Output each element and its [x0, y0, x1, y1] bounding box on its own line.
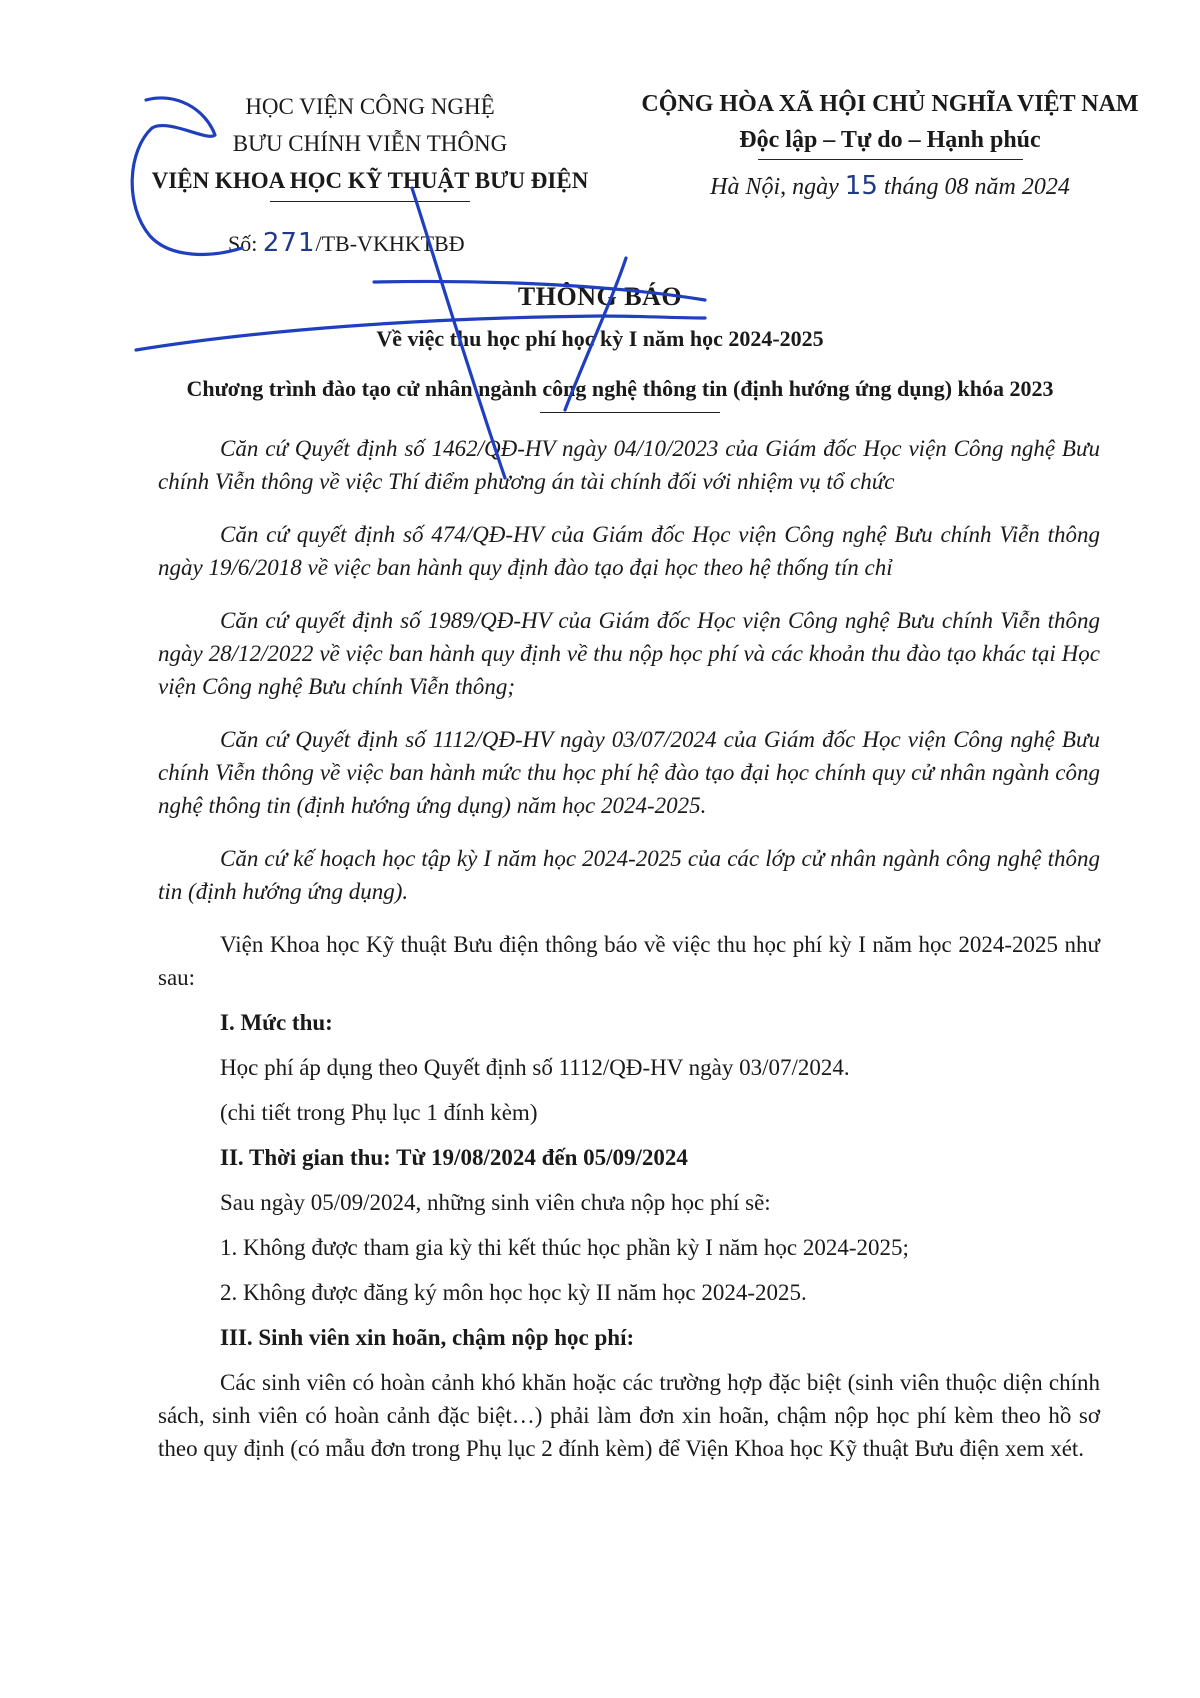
issuer-block [120, 88, 620, 202]
legal-basis-1: Căn cứ Quyết định số 1462/QĐ-HV ngày 04/10/2023 của Giám đốc Học viện Công nghệ Bưu chính Viễn thông về việc Thí điểm phương án tài chính đối với nhiệm vụ tổ chức [158, 436, 1100, 494]
section-2-heading: II. Thời gian thu: Từ 19/08/2024 đến 05/09/2024 [220, 1145, 688, 1170]
section-2-line-2: 1. Không được tham gia kỳ thi kết thúc học phần kỳ I năm học 2024-2025; [220, 1235, 909, 1260]
section-1-line-2: (chi tiết trong Phụ lục 1 đính kèm) [220, 1100, 538, 1125]
document-number [228, 228, 465, 258]
document-body [158, 432, 1100, 1485]
section-2-line-3: 2. Không được đăng ký môn học học kỳ II năm học 2024-2025. [220, 1280, 807, 1305]
national-motto: Độc lập – Tự do – Hạnh phúc [739, 127, 1041, 153]
issuer-underline [270, 201, 470, 202]
issue-date [640, 168, 1140, 205]
motto-underline [758, 159, 1023, 160]
handwritten-day: 15 [844, 171, 878, 201]
section-3-paragraph: Các sinh viên có hoàn cảnh khó khăn hoặc các trường hợp đặc biệt (sinh viên thuộc diện chính sách, sinh viên có hoàn cảnh đặc biệt…) phải làm đơn xin hoãn, chậm nộp học phí kèm theo hồ sơ theo quy định (có mẫu đơn trong Phụ lục 2 đính kèm) để Viện Khoa học Kỹ thuật Bưu điện xem xét. [158, 1370, 1100, 1461]
legal-basis-2: Căn cứ quyết định số 474/QĐ-HV của Giám đốc Học viện Công nghệ Bưu chính Viễn thông ngày 19/6/2018 về việc ban hành quy định đào tạo đại học theo hệ thống tín chỉ [158, 522, 1100, 580]
nation-name: CỘNG HÒA XÃ HỘI CHỦ NGHĨA VIỆT NAM [641, 91, 1139, 117]
legal-basis-4: Căn cứ Quyết định số 1112/QĐ-HV ngày 03/07/2024 của Giám đốc Học viện Công nghệ Bưu chính Viễn thông về việc ban hành mức thu học phí hệ đào tạo đại học chính quy cử nhân ngành công nghệ thông tin (định hướng ứng dụng) năm học 2024-2025. [158, 727, 1100, 818]
institution-line-2: BƯU CHÍNH VIỄN THÔNG [232, 131, 508, 156]
section-1-line-1: Học phí áp dụng theo Quyết định số 1112/QĐ-HV ngày 03/07/2024. [220, 1055, 850, 1080]
doc-no-prefix: Số: [228, 231, 258, 256]
handwritten-doc-no: 271 [262, 228, 316, 258]
section-3-heading: III. Sinh viên xin hoãn, chậm nộp học phí: [220, 1325, 635, 1350]
intro-paragraph: Viện Khoa học Kỹ thuật Bưu điện thông báo về việc thu học phí kỳ I năm học 2024-2025 như sau: [158, 932, 1100, 990]
section-2-line-1: Sau ngày 05/09/2024, những sinh viên chưa nộp học phí sẽ: [220, 1190, 771, 1215]
document-subtitle: Về việc thu học phí học kỳ I năm học 2024-2025 [376, 326, 824, 351]
doc-no-suffix: /TB-VKHKTBĐ [315, 231, 465, 256]
legal-basis-5: Căn cứ kế hoạch học tập kỳ I năm học 2024-2025 của các lớp cử nhân ngành công nghệ thông tin (định hướng ứng dụng). [158, 846, 1100, 904]
title-rule [540, 412, 720, 413]
document-title: THÔNG BÁO [517, 282, 683, 311]
program-line: Chương trình đào tạo cử nhân ngành công nghệ thông tin (định hướng ứng dụng) khóa 2023 [186, 376, 1054, 401]
national-header [640, 86, 1140, 205]
issuing-unit: VIỆN KHOA HỌC KỸ THUẬT BƯU ĐIỆN [151, 168, 589, 193]
institution-line-1: HỌC VIỆN CÔNG NGHỆ [245, 94, 495, 119]
section-1-heading: I. Mức thu: [220, 1010, 333, 1035]
legal-basis-3: Căn cứ quyết định số 1989/QĐ-HV của Giám đốc Học viện Công nghệ Bưu chính Viễn thông ngày 28/12/2022 về việc ban hành quy định về thu nộp học phí và các khoản thu đào tạo khác tại Học viện Công nghệ Bưu chính Viễn thông; [158, 608, 1100, 699]
date-prefix: Hà Nội, ngày [710, 174, 839, 200]
date-suffix: tháng 08 năm 2024 [883, 174, 1070, 200]
